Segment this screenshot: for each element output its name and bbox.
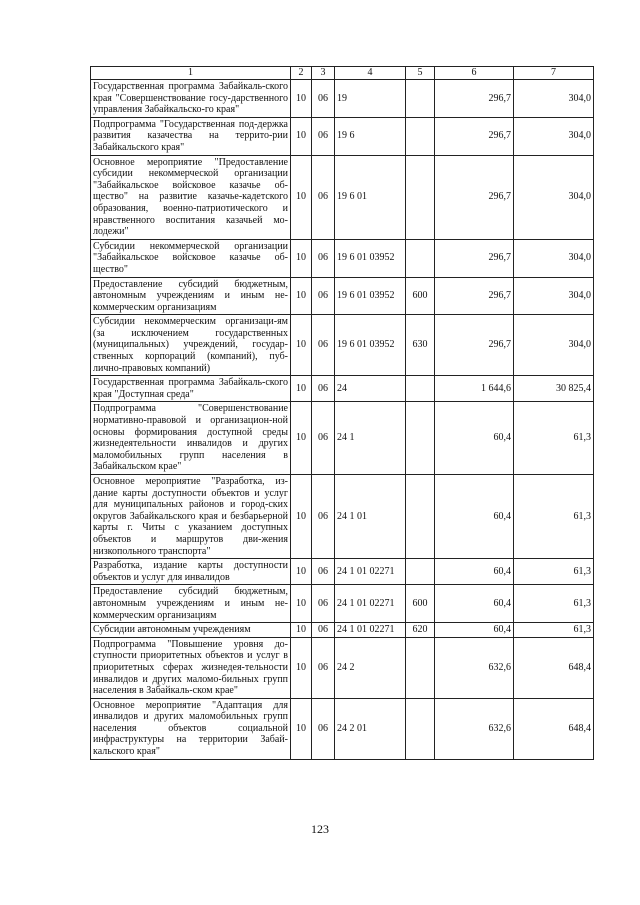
row-name-cell: Основное мероприятие "Разработка, из-дание карты доступности объектов и услуг для муниципальных районов и город-ских округов Забайкальского края и безбарьерной карты г. Читы с указанием доступных объектов и маршрутов дви-жения низкопольного транспорта" — [91, 475, 291, 559]
row-sum-2019-cell: 304,0 — [514, 315, 594, 376]
row-sum-2019-cell: 304,0 — [514, 239, 594, 277]
row-csr-cell: 19 6 01 03952 — [335, 277, 406, 315]
table-row — [91, 637, 594, 698]
row-sum-2018-cell: 1 644,6 — [435, 376, 514, 402]
header-col-1: 1 — [91, 67, 291, 80]
row-pr-cell: 06 — [312, 155, 335, 239]
row-vr-cell: 620 — [406, 623, 435, 638]
row-rz-cell: 10 — [291, 376, 312, 402]
row-pr-cell: 06 — [312, 239, 335, 277]
row-csr-cell: 24 1 — [335, 402, 406, 475]
table-row — [91, 155, 594, 239]
row-pr-cell: 06 — [312, 402, 335, 475]
row-sum-2018-cell: 632,6 — [435, 637, 514, 698]
table-row — [91, 376, 594, 402]
row-csr-cell: 19 — [335, 80, 406, 118]
row-vr-cell: 630 — [406, 315, 435, 376]
row-csr-cell: 24 2 — [335, 637, 406, 698]
header-col-7: 7 — [514, 67, 594, 80]
row-sum-2018-cell: 296,7 — [435, 117, 514, 155]
table-header-row — [91, 67, 594, 80]
row-name-cell: Основное мероприятие "Адаптация для инвалидов и других маломобильных групп населения объектов социальной инфраструктуры на территории Забай-кальского края" — [91, 698, 291, 759]
row-name-cell: Разработка, издание карты доступности объектов и услуг для инвалидов — [91, 559, 291, 585]
table-row — [91, 623, 594, 638]
row-name-cell: Подпрограмма "Повышение уровня до-ступности приоритетных объектов и услуг в приоритетных сферах жизнедея-тельности инвалидов и других маломо-бильных групп населения в Забайкаль-ском крае" — [91, 637, 291, 698]
row-vr-cell — [406, 239, 435, 277]
table-row — [91, 80, 594, 118]
budget-table — [90, 66, 594, 760]
table-row — [91, 559, 594, 585]
row-rz-cell: 10 — [291, 698, 312, 759]
row-sum-2019-cell: 648,4 — [514, 637, 594, 698]
row-sum-2018-cell: 60,4 — [435, 475, 514, 559]
row-pr-cell: 06 — [312, 315, 335, 376]
row-pr-cell: 06 — [312, 475, 335, 559]
row-sum-2018-cell: 60,4 — [435, 585, 514, 623]
row-vr-cell — [406, 80, 435, 118]
header-col-4: 4 — [335, 67, 406, 80]
row-pr-cell: 06 — [312, 637, 335, 698]
row-sum-2019-cell: 61,3 — [514, 475, 594, 559]
row-rz-cell: 10 — [291, 155, 312, 239]
row-rz-cell: 10 — [291, 80, 312, 118]
row-pr-cell: 06 — [312, 277, 335, 315]
row-rz-cell: 10 — [291, 559, 312, 585]
row-csr-cell: 24 1 01 02271 — [335, 585, 406, 623]
table-row — [91, 698, 594, 759]
row-rz-cell: 10 — [291, 315, 312, 376]
row-csr-cell: 24 — [335, 376, 406, 402]
row-sum-2019-cell: 648,4 — [514, 698, 594, 759]
row-vr-cell: 600 — [406, 277, 435, 315]
row-name-cell: Государственная программа Забайкаль-ского края "Доступная среда" — [91, 376, 291, 402]
row-rz-cell: 10 — [291, 239, 312, 277]
row-name-cell: Субсидии некоммерческой организации "Забайкальское войсковое казачье об-щество" — [91, 239, 291, 277]
row-name-cell: Субсидии некоммерческим организаци-ям (за исключением государственных (муниципальных) учреждений, государ-ственных корпораций (компаний), пуб-лично-правовых компаний) — [91, 315, 291, 376]
table-body — [91, 80, 594, 760]
row-sum-2018-cell: 296,7 — [435, 155, 514, 239]
table-row — [91, 239, 594, 277]
row-rz-cell: 10 — [291, 475, 312, 559]
row-sum-2019-cell: 30 825,4 — [514, 376, 594, 402]
row-vr-cell — [406, 559, 435, 585]
table-row — [91, 585, 594, 623]
row-csr-cell: 24 1 01 02271 — [335, 623, 406, 638]
row-sum-2019-cell: 61,3 — [514, 585, 594, 623]
row-csr-cell: 19 6 01 — [335, 155, 406, 239]
row-sum-2018-cell: 632,6 — [435, 698, 514, 759]
row-vr-cell — [406, 155, 435, 239]
row-name-cell: Подпрограмма "Совершенствование нормативно-правовой и организацион-ной основы формирования доступной среды жизнедеятельности инвалидов и других маломобильных групп населения в Забайкальском крае" — [91, 402, 291, 475]
header-col-5: 5 — [406, 67, 435, 80]
table-row — [91, 117, 594, 155]
row-name-cell: Основное мероприятие "Предоставление субсидии некоммерческой организации "Забайкальское войсковое казачье об-щество" на развитие казачье-кадетского образования, военно-патриотического и нравственного воспитания казачьей мо-лодежи" — [91, 155, 291, 239]
row-name-cell: Государственная программа Забайкаль-ского края "Совершенствование госу-дарственного управления Забайкальско-го края" — [91, 80, 291, 118]
row-name-cell: Подпрограмма "Государственная под-держка развития казачества на террито-рии Забайкальского края" — [91, 117, 291, 155]
row-pr-cell: 06 — [312, 559, 335, 585]
row-pr-cell: 06 — [312, 623, 335, 638]
row-sum-2018-cell: 296,7 — [435, 277, 514, 315]
row-csr-cell: 24 1 01 02271 — [335, 559, 406, 585]
row-sum-2019-cell: 61,3 — [514, 402, 594, 475]
row-csr-cell: 19 6 01 03952 — [335, 315, 406, 376]
row-rz-cell: 10 — [291, 277, 312, 315]
row-name-cell: Предоставление субсидий бюджетным, автономным учреждениям и иным не-коммерческим организациям — [91, 277, 291, 315]
header-col-2: 2 — [291, 67, 312, 80]
row-sum-2018-cell: 296,7 — [435, 239, 514, 277]
row-vr-cell — [406, 475, 435, 559]
row-sum-2018-cell: 60,4 — [435, 623, 514, 638]
row-csr-cell: 19 6 — [335, 117, 406, 155]
row-pr-cell: 06 — [312, 698, 335, 759]
row-vr-cell — [406, 402, 435, 475]
table-row — [91, 475, 594, 559]
row-csr-cell: 24 2 01 — [335, 698, 406, 759]
row-vr-cell — [406, 698, 435, 759]
row-pr-cell: 06 — [312, 80, 335, 118]
row-sum-2018-cell: 296,7 — [435, 80, 514, 118]
row-sum-2019-cell: 304,0 — [514, 155, 594, 239]
row-sum-2019-cell: 304,0 — [514, 117, 594, 155]
row-vr-cell — [406, 117, 435, 155]
row-sum-2018-cell: 60,4 — [435, 559, 514, 585]
header-col-6: 6 — [435, 67, 514, 80]
table-row — [91, 277, 594, 315]
row-pr-cell: 06 — [312, 376, 335, 402]
table-row — [91, 402, 594, 475]
row-rz-cell: 10 — [291, 117, 312, 155]
row-vr-cell: 600 — [406, 585, 435, 623]
header-col-3: 3 — [312, 67, 335, 80]
page-number: 123 — [311, 822, 329, 836]
row-rz-cell: 10 — [291, 623, 312, 638]
row-vr-cell — [406, 637, 435, 698]
row-pr-cell: 06 — [312, 585, 335, 623]
row-name-cell: Субсидии автономным учреждениям — [91, 623, 291, 638]
row-rz-cell: 10 — [291, 637, 312, 698]
row-rz-cell: 10 — [291, 402, 312, 475]
row-sum-2018-cell: 60,4 — [435, 402, 514, 475]
row-pr-cell: 06 — [312, 117, 335, 155]
row-name-cell: Предоставление субсидий бюджетным, автономным учреждениям и иным не-коммерческим организациям — [91, 585, 291, 623]
row-rz-cell: 10 — [291, 585, 312, 623]
row-csr-cell: 19 6 01 03952 — [335, 239, 406, 277]
row-sum-2018-cell: 296,7 — [435, 315, 514, 376]
row-vr-cell — [406, 376, 435, 402]
table-row — [91, 315, 594, 376]
row-sum-2019-cell: 61,3 — [514, 623, 594, 638]
row-sum-2019-cell: 304,0 — [514, 277, 594, 315]
row-csr-cell: 24 1 01 — [335, 475, 406, 559]
row-sum-2019-cell: 61,3 — [514, 559, 594, 585]
row-sum-2019-cell: 304,0 — [514, 80, 594, 118]
